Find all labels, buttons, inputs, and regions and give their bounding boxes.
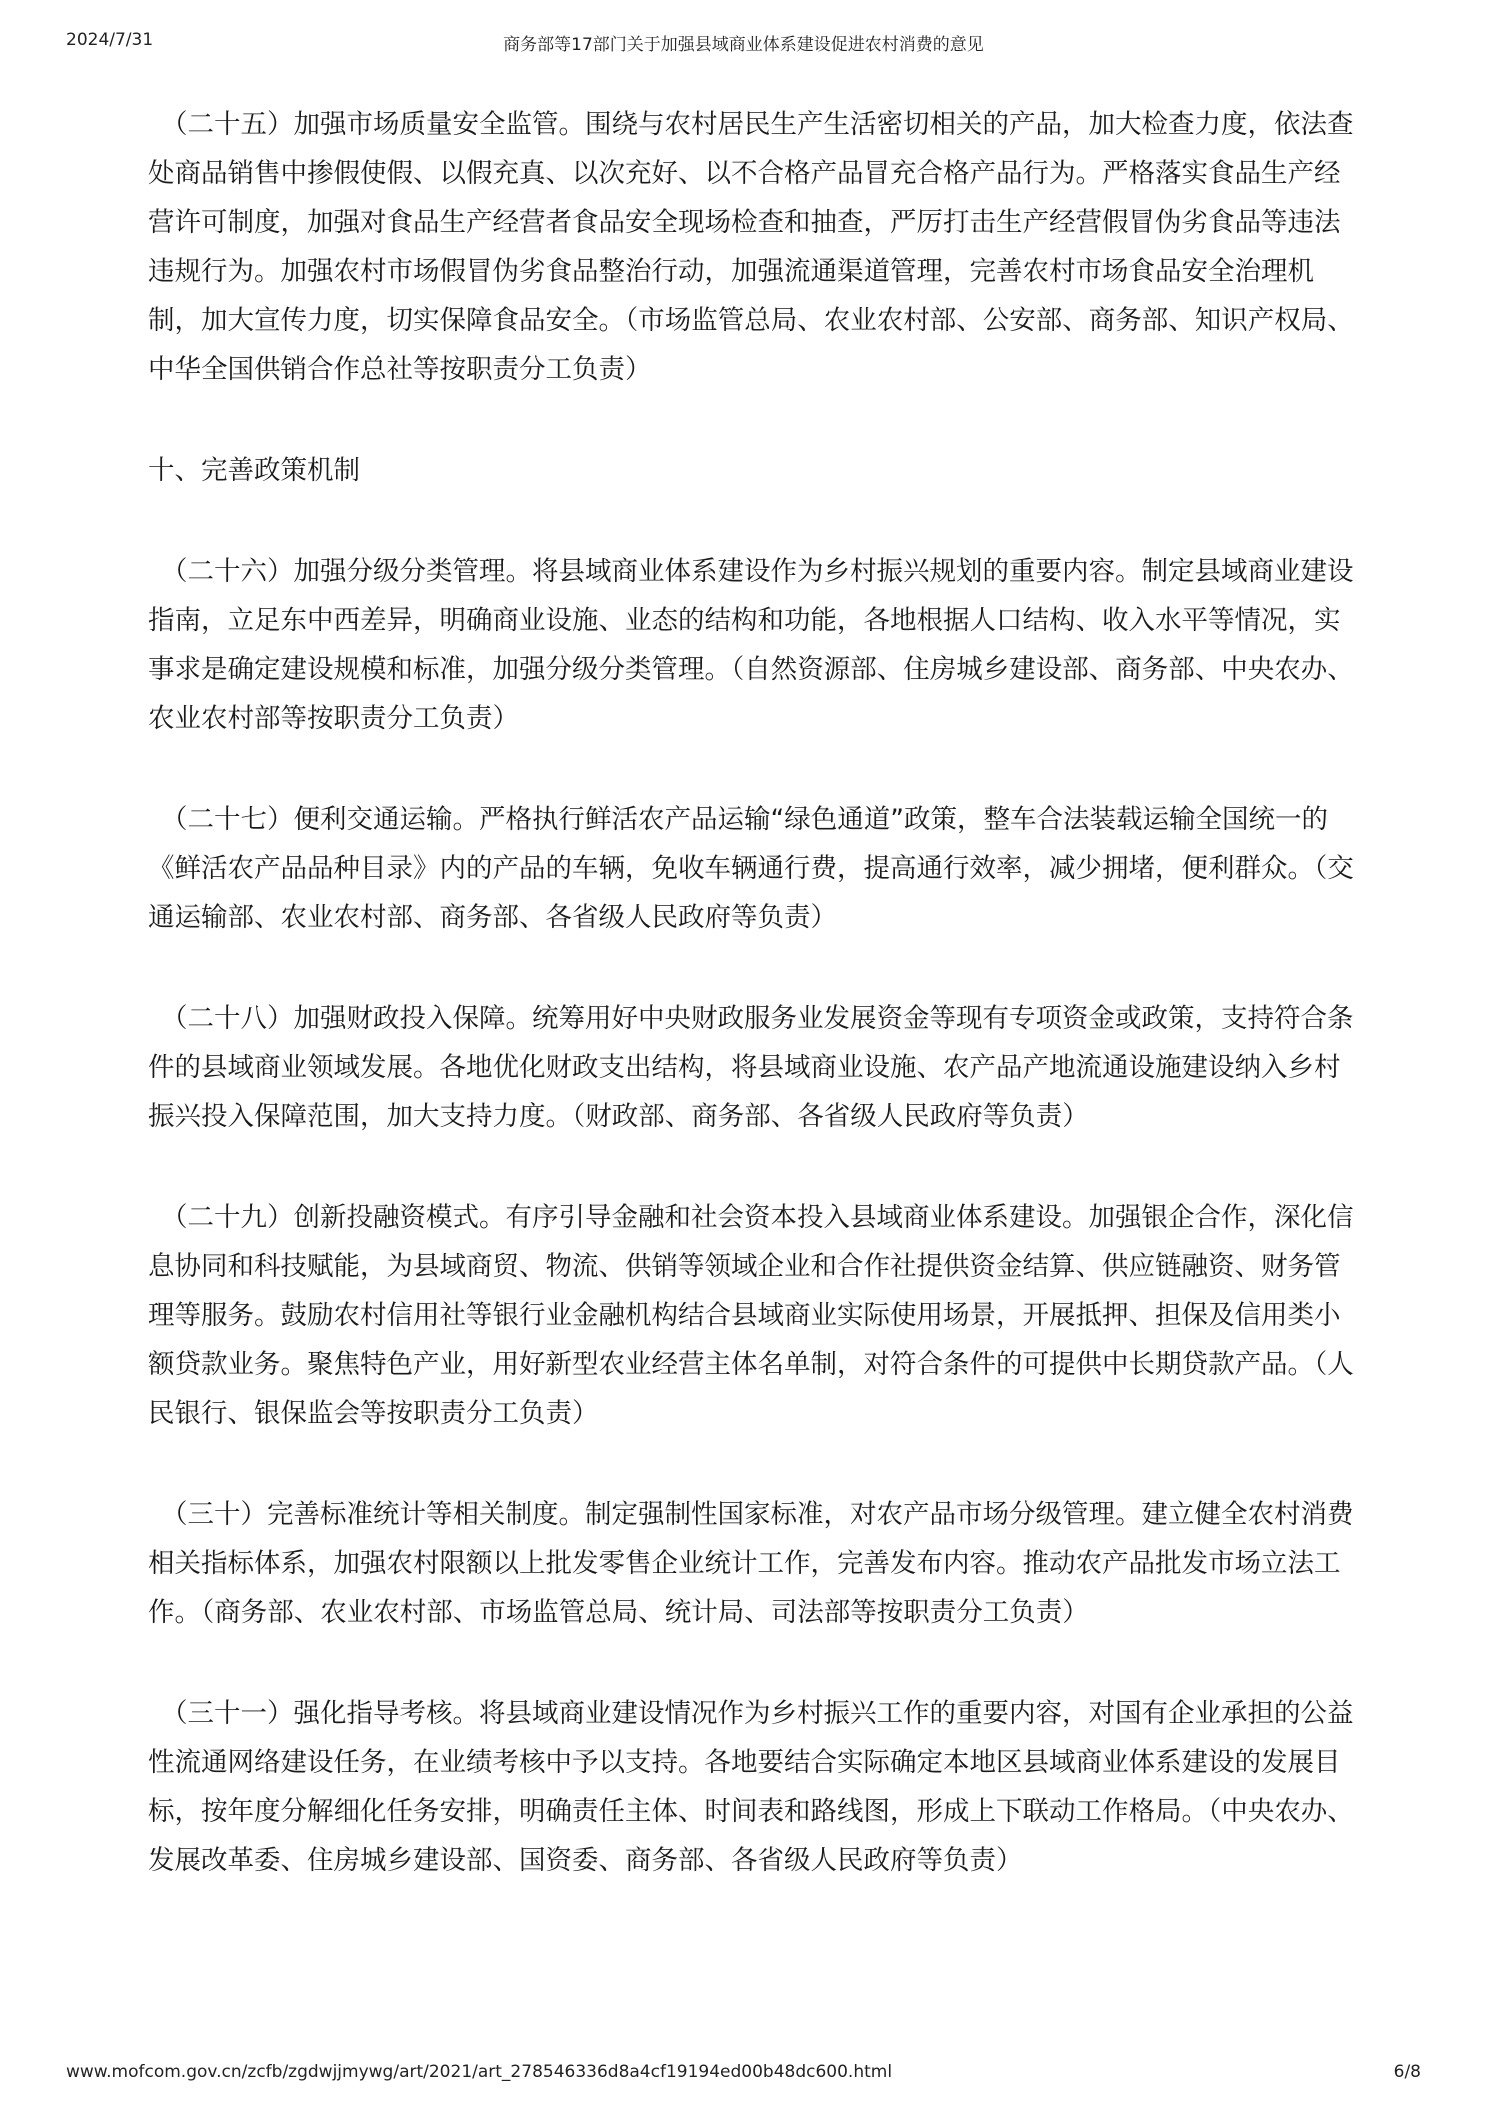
paragraph-31: （三十一）强化指导考核。将县域商业建设情况作为乡村振兴工作的重要内容，对国有企业承担的公益性流通网络建设任务，在业绩考核中予以支持。各地要结合实际确定本地区县域商业体系建设的发展目标，按年度分解细化任务安排，明确责任主体、时间表和路线图，形成上下联动工作格局。（中央农办、发展改革委、住房城乡建设部、国资委、商务部、各省级人民政府等负责） [148,1698,1354,1876]
paragraph-28: （二十八）加强财政投入保障。统筹用好中央财政服务业发展资金等现有专项资金或政策，支持符合条件的县域商业领域发展。各地优化财政支出结构，将县域商业设施、农产品产地流通设施建设纳入乡村振兴投入保障范围，加大支持力度。（财政部、商务部、各省级人民政府等负责） [148,1003,1354,1132]
paragraph-29: （二十九）创新投融资模式。有序引导金融和社会资本投入县域商业体系建设。加强银企合作，深化信息协同和科技赋能，为县域商贸、物流、供销等领域企业和合作社提供资金结算、供应链融资、财务管理等服务。鼓励农村信用社等银行业金融机构结合县域商业实际使用场景，开展抵押、担保及信用类小额贷款业务。聚焦特色产业，用好新型农业经营主体名单制，对符合条件的可提供中长期贷款产品。（人民银行、银保监会等按职责分工负责） [148,1202,1354,1429]
paragraph-27: （二十七）便利交通运输。严格执行鲜活农产品运输“绿色通道”政策，整车合法装载运输全国统一的《鲜活农产品品种目录》内的产品的车辆，免收车辆通行费，提高通行效率，减少拥堵，便利群众。（交通运输部、农业农村部、商务部、各省级人民政府等负责） [148,804,1354,933]
paragraph-25: （二十五）加强市场质量安全监管。围绕与农村居民生产生活密切相关的产品，加大检查力度，依法查处商品销售中掺假使假、以假充真、以次充好、以不合格产品冒充合格产品行为。严格落实食品生产经营许可制度，加强对食品生产经营者食品安全现场检查和抽查，严厉打击生产经营假冒伪劣食品等违法违规行为。加强农村市场假冒伪劣食品整治行动，加强流通渠道管理，完善农村市场食品安全治理机制，加大宣传力度，切实保障食品安全。（市场监管总局、农业农村部、公安部、商务部、知识产权局、中华全国供销合作总社等按职责分工负责） [148,109,1354,385]
paragraph-30: （三十）完善标准统计等相关制度。制定强制性国家标准，对农产品市场分级管理。建立健全农村消费相关指标体系，加强农村限额以上批发零售企业统计工作，完善发布内容。推动农产品批发市场立法工作。（商务部、农业农村部、市场监管总局、统计局、司法部等按职责分工负责） [148,1499,1354,1628]
paragraph-26: （二十六）加强分级分类管理。将县域商业体系建设作为乡村振兴规划的重要内容。制定县域商业建设指南，立足东中西差异，明确商业设施、业态的结构和功能，各地根据人口结构、收入水平等情况，实事求是确定建设规模和标准，加强分级分类管理。（自然资源部、住房城乡建设部、商务部、中央农办、农业农村部等按职责分工负责） [148,556,1354,734]
page-url: www.mofcom.gov.cn/zcfb/zgdwjjmywg/art/2021/art_278546336d8a4cf19194ed00b48dc600.html [66,2062,893,2082]
section-heading-10: 十、完善政策机制 [148,455,360,486]
print-date: 2024/7/31 [66,30,154,50]
document-title: 商务部等17部门关于加强县域商业体系建设促进农村消费的意见 [503,35,984,55]
page-number: 6/8 [1393,2062,1421,2082]
document-body [148,100,1358,1937]
